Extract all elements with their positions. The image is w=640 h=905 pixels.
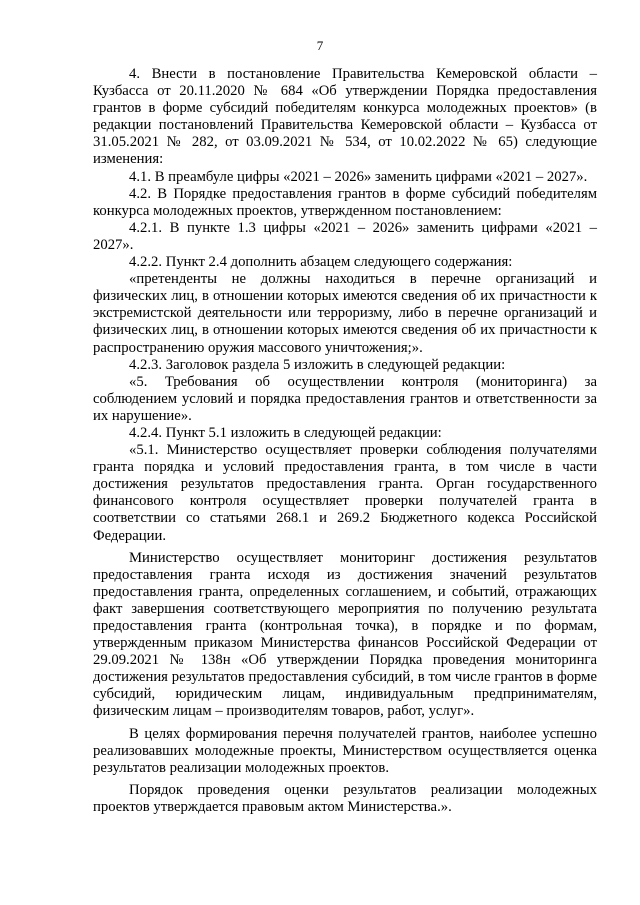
paragraph-item-4-2-3: 4.2.3. Заголовок раздела 5 изложить в следующей редакции:: [129, 356, 506, 373]
document-body: [93, 66, 597, 816]
page-number: 7: [316, 38, 324, 53]
paragraph-item-4-2-1: 4.2.1. В пункте 1.3 цифры «2021 – 2026» заменить цифрами «2021 – 2027».: [93, 219, 597, 253]
paragraph-item-4-2-2: 4.2.2. Пункт 2.4 дополнить абзацем следующего содержания:: [129, 254, 513, 271]
paragraph-procedure: Порядок проведения оценки результатов реализации молодежных проектов утверждается правовым актом Министерства.».: [93, 781, 597, 815]
paragraph-item-4-2: 4.2. В Порядке предоставления грантов в форме субсидий победителям конкурса молодежных проектов, утвержденном постановлением:: [93, 185, 597, 219]
paragraph-item-4-2-4: 4.2.4. Пункт 5.1 изложить в следующей редакции:: [129, 424, 442, 441]
paragraph-quote-5-1: «5.1. Министерство осуществляет проверки соблюдения получателями гранта порядка и условий предоставления гранта, в том числе в части достижения результатов предоставления гранта. Орган государственного финансового контроля осуществляет проверки получателей гранта в соответствии со статьями 268.1 и 269.2 Бюджетного кодекса Российской Федерации.: [93, 442, 597, 544]
paragraph-quote-pretendenty: «претенденты не должны находиться в перечне организаций и физических лиц, в отношении которых имеются сведения об их причастности к экстремистской деятельности или терроризму, либо в перечне организаций и физических лиц, в отношении которых имеются сведения об их причастности к распространению оружия массового уничтожения;».: [93, 271, 597, 356]
paragraph-evaluation: В целях формирования перечня получателей грантов, наиболее успешно реализовавших молодежные проекты, Министерством осуществляется оценка результатов реализации молодежных проектов.: [93, 725, 597, 776]
paragraph-monitoring: Министерство осуществляет мониторинг достижения результатов предоставления гранта исходя из достижения значений результатов предоставления гранта, определенных соглашением, и событий, отражающих факт завершения соответствующего мероприятия по получению результата предоставления гранта (контрольная точка), в порядке и по формам, утвержденным приказом Министерства финансов Российской Федерации от 29.09.2021 № 138н «Об утверждении Порядка проведения мониторинга достижения результатов предоставления субсидий, в том числе грантов в форме субсидий, юридическим лицам, индивидуальным предпринимателям, физическим лицам – производителям товаров, работ, услуг».: [93, 549, 597, 720]
paragraph-item-4-1: 4.1. В преамбуле цифры «2021 – 2026» заменить цифрами «2021 – 2027».: [129, 168, 588, 185]
paragraph-item-4: 4. Внести в постановление Правительства Кемеровской области – Кузбасса от 20.11.2020 № 684 «Об утверждении Порядка предоставления грантов в форме субсидий победителям конкурса молодежных проектов» (в редакции постановлений Правительства Кемеровской области – Кузбасса от 31.05.2021 № 282, от 03.09.2021 № 534, от 10.02.2022 № 65) следующие изменения:: [93, 66, 597, 168]
paragraph-quote-section-5: «5. Требования об осуществлении контроля (мониторинга) за соблюдением условий и порядка предоставления грантов и ответственности за их нарушение».: [93, 373, 597, 424]
